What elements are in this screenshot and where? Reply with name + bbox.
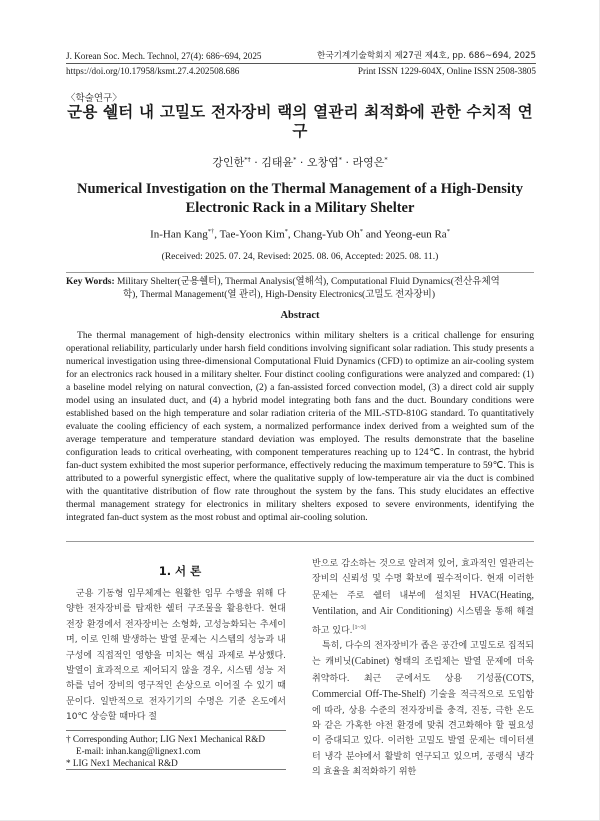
body-paragraph: [312, 557, 534, 639]
author-mark: *: [359, 228, 363, 235]
author-joiner: and: [362, 228, 384, 241]
issn-info: Print ISSN 1229-604X, Online ISSN 2508-3805: [357, 66, 536, 76]
article-category: 〈학술연구〉: [66, 93, 122, 104]
journal-citation-korean: 한국기계기술학회지 제27권 제4호, pp. 686~694, 2025: [317, 51, 536, 61]
body-text: 시스템을 통해 해결하고 있다.: [312, 607, 535, 636]
keywords-block: [66, 276, 534, 302]
author-mark: *: [338, 155, 343, 164]
author-mark: *: [293, 155, 297, 164]
body-text: 반으로 감소하는 것으로 알려져 있어, 효과적인 열관리는 장비의 신뢰성 및 수명 확보에 필수적이다. 현재 이러한 문제는 주로 쉘터 내부에 설치된: [312, 559, 534, 601]
author-mark: *: [384, 155, 388, 164]
section-heading: 1. 서 론: [158, 564, 202, 578]
author-separator: ·: [342, 156, 353, 169]
abstract-divider: [66, 541, 534, 542]
korean-title: 군용 쉘터 내 고밀도 전자장비 랙의 열관리 최적화에 관한 수치적 연구: [67, 103, 533, 140]
abstract-heading: Abstract: [280, 310, 320, 321]
korean-author-name: 강인한: [212, 156, 245, 169]
body-text: 기술을 적극적으로 도입함에 따라, 상용 수준의 전자장비를 충격, 진동, 극한 온도와 같은 가혹한 야전 환경에 맞춰 견고화해야 할 필요성이 증대되고 있다. 이러한 고밀도 발열 문제는 데이터센터 냉각 분야에서 활발히 연구되고 있으며, 공랭식 냉각의 효율을 최적화하기 위한: [312, 690, 534, 778]
korean-authors: [0, 154, 600, 170]
keywords-label: Key Words:: [66, 277, 115, 287]
body-text-latin: (COTS, Commercial Off-The-Shelf): [312, 672, 534, 701]
keywords-divider: [66, 272, 534, 273]
doi-link[interactable]: https://doi.org/10.17958/ksmt.27.4.202508.686: [66, 66, 240, 76]
body-column-right: [312, 557, 534, 781]
footnote-divider-top: [66, 730, 286, 731]
footnote-divider-bottom: [66, 769, 286, 770]
body-paragraph: [312, 639, 534, 781]
korean-author-name: 오창엽: [306, 156, 339, 169]
author-joiner: ,: [214, 228, 220, 241]
english-author-name: In-Han Kang: [150, 228, 208, 241]
korean-author-name: 라영은: [352, 156, 385, 169]
journal-header: [66, 50, 536, 77]
english-authors: [0, 228, 600, 241]
citation-ref[interactable]: [1~3]: [352, 624, 366, 631]
body-text: 특히, 다수의 전자장비가 좁은 공간에 고밀도로 집적되는 캐비닛: [312, 641, 534, 668]
korean-author-name: 김태윤: [261, 156, 294, 169]
author-mark: *: [446, 228, 450, 235]
abstract-text: The thermal management of high-density electronics within military shelters is a critical challenge for ensuring operational reliability, particularly under harsh field conditions involving significant solar radiation. This study presents a numerical investigation using three-dimensional Computational Fluid Dynamics (CFD) to optimize an air-cooling system for an electronics rack housed in a military shelter. Four distinct cooling configurations were analyzed and compared: (1) a baseline model relying on natural convection, (2) a fan-assisted forced convection model, (3) a direct cold air supply model using an insulated duct, and (4) a hybrid model integrating both fans and the duct. Boundary conditions were established based on the high temperature and solar radiation criteria of the MIL-STD-810G standard. To quantitatively evaluate the cooling efficiency of each system, a normalized performance index derived from a weighted sum of the average temperature and temperature standard deviation was employed. The results demonstrate that the baseline configuration leads to critical overheating, with component temperatures reaching up to 124℃. In contrast, the hybrid fan-duct system exhibited the most superior performance, effectively reducing the maximum temperature to 59℃. This is attributed to a powerful synergistic effect, where the qualitative supply of low-temperature air via the duct is combined with the quantitative distribution of flow rate throughout the system by the fans. This study elucidates an effective thermal management strategy for electronics in military shelters exposed to severe environments, identifying the integrated fan-duct system as the most robust and optimal air-cooling solution.: [66, 330, 534, 523]
footnote-corresponding-author: † Corresponding Author; LIG Nex1 Mechanical R&D: [66, 734, 266, 744]
author-mark: *†: [207, 228, 215, 235]
author-mark: *: [284, 228, 288, 235]
journal-citation: J. Korean Soc. Mech. Technol, 27(4): 686~694, 2025: [66, 51, 262, 61]
footnotes: [66, 733, 290, 769]
author-separator: ·: [296, 156, 307, 169]
footnote-affiliation: * LIG Nex1 Mechanical R&D: [66, 758, 178, 768]
author-mark: *†: [244, 155, 251, 164]
body-text: 형태의 조립체는 발열 문제에 더욱 취약하다. 최근 군에서도 상용 기성품: [312, 657, 534, 684]
author-joiner: ,: [287, 228, 294, 241]
body-text-latin: (Cabinet): [351, 656, 390, 668]
english-author-name: Tae-Yoon Kim: [219, 228, 285, 241]
footnote-email[interactable]: E-mail: inhan.kang@lignex1.com: [76, 746, 201, 756]
keywords-line-1: Military Shelter(군용쉘터), Thermal Analysis(열해석), Computational Fluid Dynamics(전산유체역: [117, 277, 500, 287]
english-author-name: Chang-Yub Oh: [293, 228, 360, 241]
author-separator: ·: [250, 156, 262, 169]
keywords-line-2: 학), Thermal Management(열 관리), High-Density Electronics(고밀도 전자장비): [123, 290, 435, 300]
body-column-left: 군용 기동형 임무체계는 원활한 임무 수행을 위해 다양한 전자장비를 탑재한 쉘터 구조물을 활용한다. 현대 전장 환경에서 전자장비는 소형화, 고성능화되는 추세이며, 이로 인해 발생하는 발열 문제는 시스템의 성능과 내구성에 직접적인 영향을 미치는 핵심 과제로 부상했다. 발열이 효과적으로 제어되지 않을 경우, 시스템 성능 저하를 넘어 장비의 영구적인 손상으로 이어질 수 있기 때문이다. 일반적으로 전자기기의 수명은 기준 온도에서 10℃ 상승할 때마다 절: [66, 589, 286, 723]
body-text-latin: HVAC(Heating, Ventilation, and Air Conditioning): [312, 589, 534, 618]
english-title: Numerical Investigation on the Thermal Management of a High-Density Electronic Rack in a Military Shelter: [77, 181, 523, 216]
submission-dates: (Received: 2025. 07. 24, Revised: 2025. 08. 06, Accepted: 2025. 08. 11.): [161, 252, 439, 262]
english-author-name: Yeong-eun Ra: [383, 228, 447, 241]
